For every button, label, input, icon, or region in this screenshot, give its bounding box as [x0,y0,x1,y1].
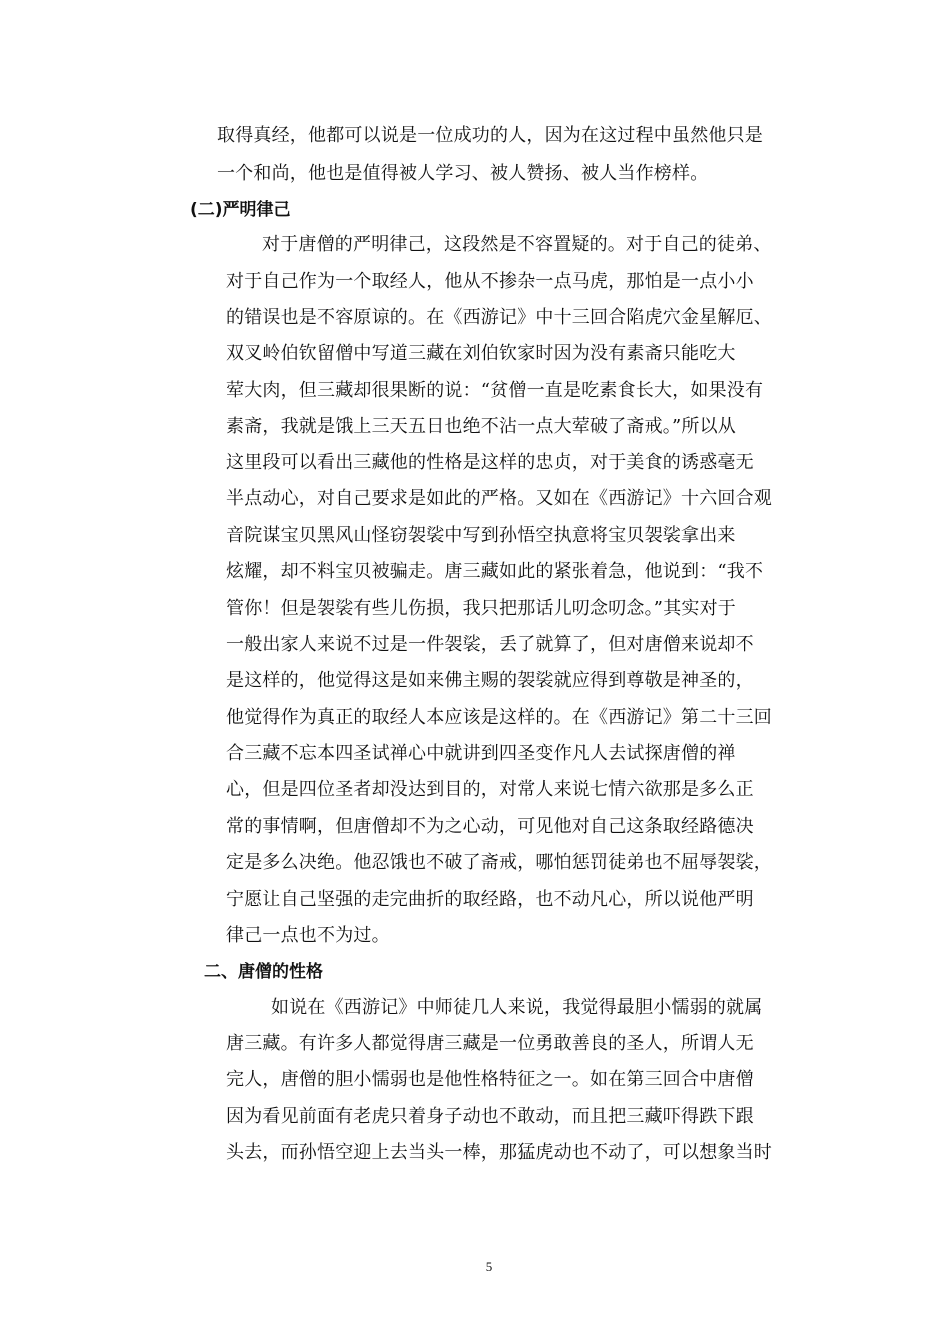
paragraph-line: 一般出家人来说不过是一件袈裟，丢了就算了，但对唐僧来说却不 [226,634,754,655]
intro-line-1: 取得真经，他都可以说是一位成功的人，因为在这过程中虽然他只是 [217,125,763,146]
paragraph-line: 头去，而孙悟空迎上去当头一棒，那猛虎动也不动了，可以想象当时 [226,1142,772,1163]
paragraph-line: 这里段可以看出三藏他的性格是这样的忠贞，对于美食的诱惑毫无 [226,452,754,473]
paragraph-line: 双叉岭伯钦留僧中写道三藏在刘伯钦家时因为没有素斋只能吃大 [226,343,736,364]
paragraph-line: 是这样的，他觉得这是如来佛主赐的袈裟就应得到尊敬是神圣的， [226,670,754,691]
paragraph-line: 的错误也是不容原谅的。在《西游记》中十三回合陷虎穴金星解厄、 [226,307,772,328]
paragraph-line: 管你！但是袈裟有些儿伤损，我只把那话儿叨念叨念。”其实对于 [226,598,736,619]
paragraph-line: 唐三藏。有许多人都觉得唐三藏是一位勇敢善良的圣人，所谓人无 [226,1033,754,1054]
paragraph-line: 宁愿让自己坚强的走完曲折的取经路，也不动凡心，所以说他严明 [226,889,754,910]
paragraph-line: 如说在《西游记》中师徒几人来说，我觉得最胆小懦弱的就属 [271,997,763,1018]
paragraph-line: 对于自己作为一个取经人，他从不掺杂一点马虎，那怕是一点小小 [226,271,754,292]
paragraph-line: 音院谋宝贝黑风山怪窃袈裟中写到孙悟空执意将宝贝袈裟拿出来 [226,525,736,546]
page-number: 5 [485,1259,493,1274]
section-heading-tang-seng-personality: 二、唐僧的性格 [204,962,323,982]
paragraph-line: 合三藏不忘本四圣试禅心中就讲到四圣变作凡人去试探唐僧的禅 [226,743,736,764]
paragraph-line: 他觉得作为真正的取经人本应该是这样的。在《西游记》第二十三回 [226,707,772,728]
paragraph-line: 荤大肉，但三藏却很果断的说：“贫僧一直是吃素食长大，如果没有 [226,380,764,401]
paragraph-line: 半点动心，对自己要求是如此的严格。又如在《西游记》十六回合观 [226,488,772,509]
paragraph-line: 素斋，我就是饿上三天五日也绝不沾一点大荤破了斋戒。”所以从 [226,416,736,437]
paragraph-line: 心，但是四位圣者却没达到目的，对常人来说七情六欲那是多么正 [226,779,754,800]
paragraph-line: 完人，唐僧的胆小懦弱也是他性格特征之一。如在第三回合中唐僧 [226,1069,754,1090]
section-heading-strict-discipline: (二)严明律己 [190,200,291,220]
intro-line-2: 一个和尚，他也是值得被人学习、被人赞扬、被人当作榜样。 [217,163,709,184]
paragraph-line: 炫耀，却不料宝贝被骗走。唐三藏如此的紧张着急，他说到：“我不 [226,561,764,582]
paragraph-line: 对于唐僧的严明律己，这段然是不容置疑的。对于自己的徒弟、 [262,234,772,255]
paragraph-line: 常的事情啊，但唐僧却不为之心动，可见他对自己这条取经路德决 [226,816,754,837]
paragraph-line: 因为看见前面有老虎只着身子动也不敢动，而且把三藏吓得跌下跟 [226,1106,754,1127]
paragraph-line: 定是多么决绝。他忍饿也不破了斋戒，哪怕惩罚徒弟也不屈辱袈裟， [226,852,772,873]
paragraph-line: 律己一点也不为过。 [226,925,390,946]
